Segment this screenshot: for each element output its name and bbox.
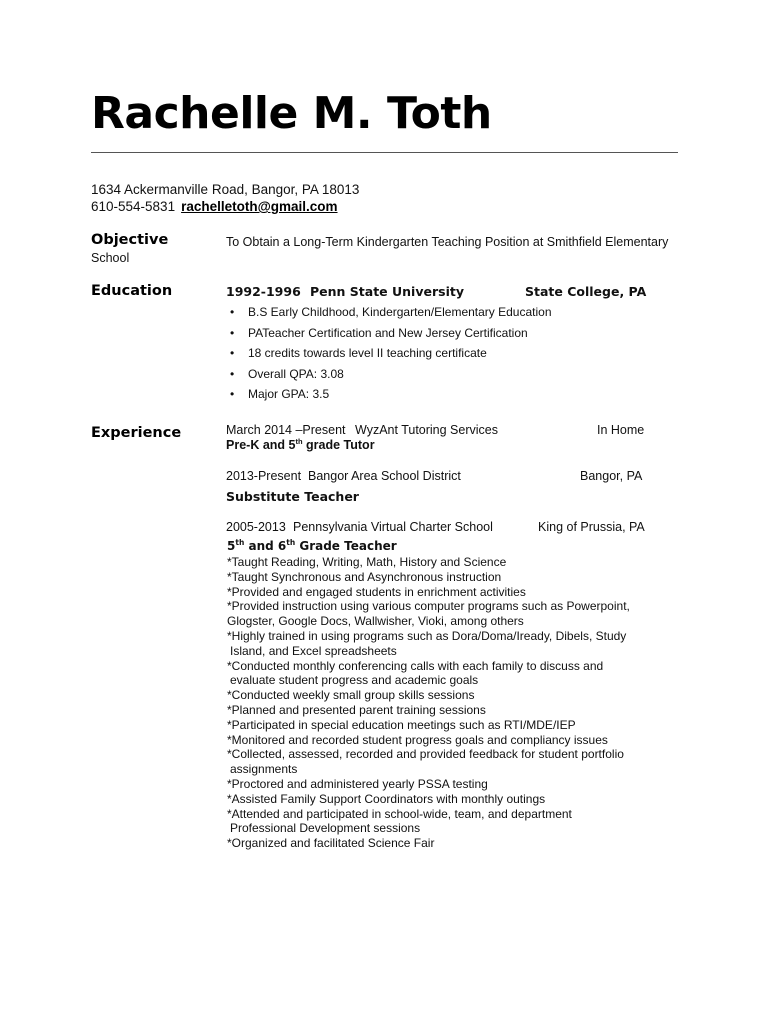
job-title-superscript: th <box>295 436 303 446</box>
job-location: King of Prussia, PA <box>538 520 645 534</box>
list-item: • Overall QPA: 3.08 <box>226 364 552 385</box>
list-item: • 18 credits towards level II teaching certificate <box>226 343 552 364</box>
job-title-part: grade Tutor <box>302 438 375 452</box>
job-title-superscript: th <box>286 538 296 547</box>
contact-block <box>91 181 359 215</box>
list-item: Professional Development sessions <box>230 821 421 836</box>
list-item: *Attended and participated in school-wide, team, and department <box>227 806 572 821</box>
job-title-superscript: th <box>235 538 245 547</box>
list-item: *Provided instruction using various computer programs such as Powerpoint, <box>227 599 630 614</box>
job-title-part: Grade Teacher <box>295 539 397 553</box>
list-item: Island, and Excel spreadsheets <box>230 643 397 658</box>
list-item: evaluate student progress and academic goals <box>230 673 479 688</box>
objective-text: To Obtain a Long-Term Kindergarten Teaching Position at Smithfield Elementary <box>226 235 669 249</box>
list-item: *Provided and engaged students in enrichment activities <box>227 584 526 599</box>
job-title: Substitute Teacher <box>226 489 359 504</box>
phone: 610-554-5831 <box>91 199 176 214</box>
job-title-part: Pre-K and 5 <box>226 438 296 452</box>
job-title-part: 5 <box>227 539 236 553</box>
resume-name: Rachelle M. Toth <box>91 88 492 139</box>
education-years: 1992-1996 <box>226 284 301 299</box>
list-item: • PATeacher Certification and New Jersey Certification <box>226 323 552 344</box>
duties-list <box>227 555 630 851</box>
education-school: Penn State University <box>310 284 464 299</box>
list-item: assignments <box>230 762 298 777</box>
list-item: *Taught Reading, Writing, Math, History and Science <box>227 555 507 569</box>
objective-heading: Objective <box>91 232 169 248</box>
list-item: Glogster, Google Docs, Wallwisher, Vioki, among others <box>227 614 524 629</box>
list-item: *Taught Synchronous and Asynchronous instruction <box>227 569 502 584</box>
job-title <box>226 438 375 452</box>
phone-email-line <box>91 198 359 215</box>
list-item: *Conducted monthly conferencing calls with each family to discuss and <box>227 658 604 673</box>
job-dates: 2005-2013 <box>226 520 286 534</box>
list-item: *Organized and facilitated Science Fair <box>227 836 435 851</box>
list-item: • Major GPA: 3.5 <box>226 384 552 405</box>
list-item: *Proctored and administered yearly PSSA testing <box>227 776 488 791</box>
job-dates: 2013-Present <box>226 469 302 483</box>
job-location: In Home <box>597 423 645 437</box>
header-divider <box>91 152 678 153</box>
job-employer: Bangor Area School District <box>308 469 461 483</box>
education-list <box>226 302 552 405</box>
job-title-part: and 6 <box>244 539 287 553</box>
list-item: *Collected, assessed, recorded and provided feedback for student portfolio <box>227 747 624 762</box>
job-employer: Pennsylvania Virtual Charter School <box>293 520 493 534</box>
objective-continued: School <box>91 251 130 265</box>
email-link[interactable]: rachelletoth@gmail.com <box>181 199 338 214</box>
job-title <box>227 539 397 553</box>
job-location: Bangor, PA <box>580 469 643 483</box>
list-item: *Monitored and recorded student progress goals and compliancy issues <box>227 732 608 747</box>
education-heading: Education <box>91 283 173 299</box>
list-item: *Planned and presented parent training sessions <box>227 702 486 717</box>
experience-heading: Experience <box>91 425 182 441</box>
address: 1634 Ackermanville Road, Bangor, PA 18013 <box>91 182 360 197</box>
job-employer: WyzAnt Tutoring Services <box>355 423 498 437</box>
list-item: *Assisted Family Support Coordinators with monthly outings <box>227 791 546 806</box>
job-dates: March 2014 –Present <box>226 423 346 437</box>
list-item: *Participated in special education meetings such as RTI/MDE/IEP <box>227 717 576 732</box>
list-item: *Conducted weekly small group skills sessions <box>227 688 475 703</box>
list-item: • B.S Early Childhood, Kindergarten/Elementary Education <box>226 302 552 323</box>
list-item: *Highly trained in using programs such as Dora/Doma/Iready, Dibels, Study <box>227 628 627 643</box>
education-location: State College, PA <box>525 284 647 299</box>
